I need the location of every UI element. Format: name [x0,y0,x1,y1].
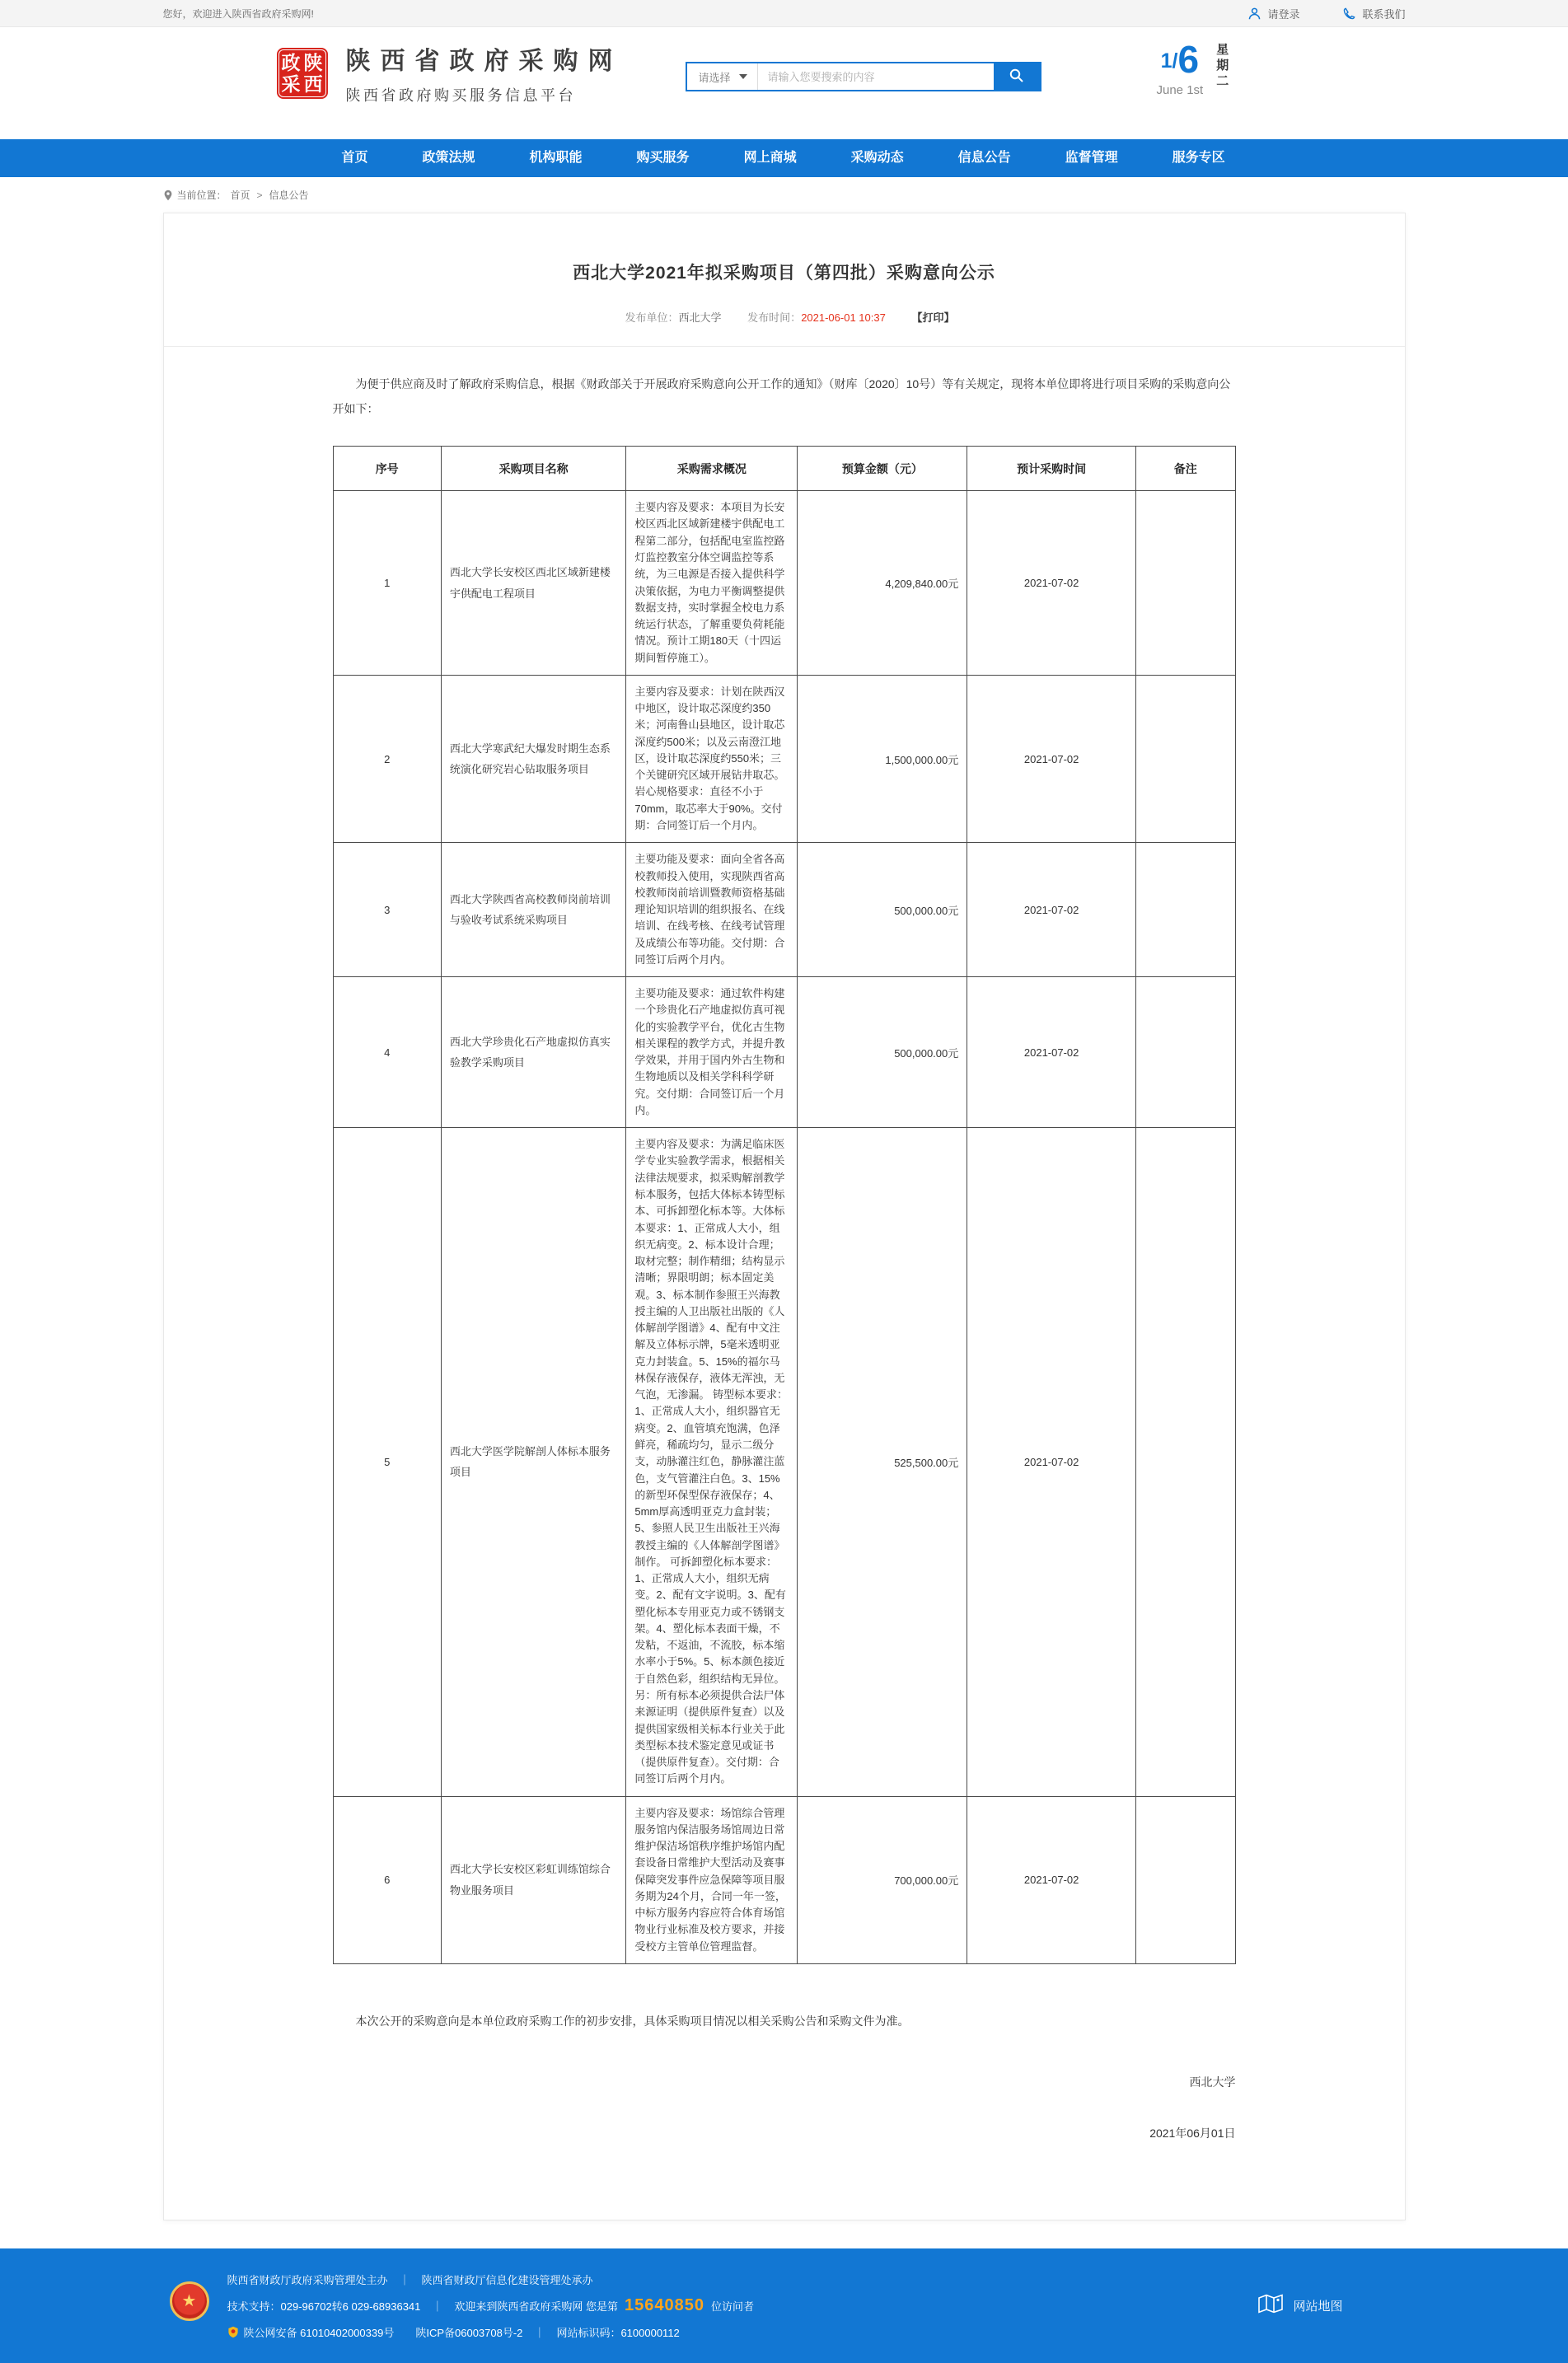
date-english: June 1st [1156,83,1204,97]
footer-separator: ｜ [534,2326,545,2339]
header-budget: 预算金额（元） [798,447,967,491]
table-row [333,843,1235,977]
cell-project-name: 西北大学寒武纪大爆发时期生态系统演化研究岩心钻取服务项目 [441,675,625,842]
cell-project-name: 西北大学长安校区西北区域新建楼宇供配电工程项目 [441,491,625,676]
search-icon [1009,68,1024,86]
cell-planned-time: 2021-07-02 [967,1796,1136,1963]
police-beian-link[interactable]: 陕公网安备 61010402000339号 [243,2326,395,2339]
cell-budget: 525,500.00元 [798,1128,967,1796]
nav-item-purchase-services[interactable]: 购买服务 [636,151,690,165]
cell-note [1136,843,1235,977]
nav-item-procurement-news[interactable]: 采购动态 [850,151,904,165]
tech-support-phones: 029-96702转6 029-68936341 [280,2300,421,2313]
site-logo-icon [277,48,328,99]
cell-note [1136,491,1235,676]
cell-planned-time: 2021-07-02 [967,977,1136,1128]
breadcrumb-label: 当前位置： [176,190,227,201]
visitor-prefix: 欢迎来到陕西省政府采购网 您是第 [454,2300,619,2313]
cell-budget: 500,000.00元 [798,977,967,1128]
footer-organizer: 陕西省财政厅政府采购管理处主办 [227,2273,388,2286]
cell-index: 6 [333,1796,441,1963]
publish-time-value: 2021-06-01 10:37 [801,311,886,324]
cell-note [1136,675,1235,842]
cell-project-name: 西北大学陕西省高校教师岗前培训与验收考试系统采购项目 [441,843,625,977]
breadcrumb [0,177,1568,213]
cell-index: 1 [333,491,441,676]
logo-char: 采 [281,73,301,95]
footer-undertaker: 陕西省财政厅信息化建设管理处承办 [421,2273,593,2286]
table-row [333,977,1235,1128]
cell-requirement-summary: 主要功能及要求：面向全省各高校教师投入使用，实现陕西省高校教师岗前培训暨教师资格基础理论知识培训的组织报名、在线培训、在线考核、在线考试管理及成绩公布等功能。交付期：合同签订后两个月内。 [626,843,798,977]
publisher-label: 发布单位： [625,311,679,324]
cell-index: 3 [333,843,441,977]
table-row [333,675,1235,842]
login-label: 请登录 [1267,8,1300,21]
breadcrumb-separator: > [256,189,263,201]
search-category-select[interactable] [687,63,758,90]
table-row [333,1128,1235,1796]
cell-planned-time: 2021-07-02 [967,1128,1136,1796]
topbar [0,0,1568,27]
location-pin-icon [163,190,173,201]
search-bar [686,62,1041,91]
page-title: 西北大学2021年拟采购项目（第四批）采购意向公示 [573,264,995,283]
search-button[interactable] [994,63,1040,90]
date-day: 1/ [1160,49,1178,73]
site-footer [0,2248,1568,2363]
footer-beian-line [227,2324,755,2340]
date-month: 6 [1177,38,1200,81]
cell-project-name: 西北大学长安校区彩虹训练馆综合物业服务项目 [441,1796,625,1963]
sitemap-label: 网站地图 [1293,2299,1343,2314]
table-header-row [333,447,1235,491]
cell-note [1136,977,1235,1128]
tech-support-label: 技术支持： [227,2300,281,2313]
cell-index: 5 [333,1128,441,1796]
footer-organizer-line [227,2272,755,2287]
site-title: 陕西省政府采购网 [345,48,623,75]
main-nav [0,139,1568,177]
nav-item-home[interactable]: 首页 [341,151,368,165]
caret-down-icon [739,74,747,79]
icp-beian-link[interactable]: 陕ICP备06003708号-2 [415,2326,523,2339]
phone-icon [1342,7,1356,21]
site-subtitle: 陕西省政府购买服务信息平台 [345,87,576,104]
contact-label: 联系我们 [1362,8,1406,21]
nav-item-online-mall[interactable]: 网上商城 [743,151,797,165]
welcome-greeting: 您好，欢迎进入陕西省政府采购网! [162,8,314,20]
government-emblem-icon: ★ [170,2281,209,2321]
publish-time-label: 发布时间： [747,311,802,324]
footer-support-line [227,2296,755,2315]
logo-char: 政 [281,51,301,73]
nav-item-service-zone[interactable]: 服务专区 [1172,151,1225,165]
article-meta [333,309,1236,325]
table-row [333,1796,1235,1963]
search-input[interactable] [758,63,994,90]
procurement-table [333,446,1236,1964]
signature-date: 2021年06月01日 [1149,2126,1236,2140]
breadcrumb-current: 信息公告 [269,190,309,201]
table-row [333,491,1235,676]
cell-requirement-summary: 主要内容及要求：为满足临床医学专业实验教学需求，根据相关法律法规要求，拟采购解剖教学标本服务，包括大体标本铸型标本、可拆卸塑化标本等。大体标本要求：1、正常成人大小，组织无病变。2、标本设计合理；取材完整；制作精细；结构显示清晰；界限明朗；标本固定美观。3、标本制作参照王兴海教授主编的人卫出版社出版的《人体解剖学图谱》4、配有中文注解及立体标示牌，5毫米透明亚克力封装盒。5、15%的福尔马林保存液保存，液体无浑浊，无气泡，无渗漏。 铸型标本要求：1、正常成人大小，组织器官无病变。2、血管填充饱满，色泽鲜亮，稀疏均匀，显示二级分支，动脉灌注红色，静脉灌注蓝色，支气管灌注白色。3、15%的新型环保型保存液保存；4、5mm厚高透明亚克力盒封装；5、参照人民卫生出版社王兴海教授主编的《人体解剖学图谱》制作。 可拆卸塑化标本要求：1、正常成人大小，组织无病变。2、配有文字说明。3、配有塑化标本专用亚克力或不锈钢支架。4、塑化标本表面干燥，不发粘，不返油，不流胶，标本缩水率小于5%。5、标本颜色接近于自然色彩，组织结构无异位。 另：所有标本必须提供合法尸体来源证明（提供原件复查）以及提供国家级相关标本行业关于此类型标本技术鉴定意见或证书（提供原件复查）。交付期：合同签订后两个月内。 [626,1128,798,1796]
cell-requirement-summary: 主要内容及要求：计划在陕西汉中地区，设计取芯深度约350米；河南鲁山县地区，设计取芯深度约500米；以及云南澄江地区，设计取芯深度约550米；三个关键研究区域开展钻井取芯。岩心规格要求：直径不小于70mm，取芯率大于90%。交付期：合同签订后一个月内。 [626,675,798,842]
cell-budget: 1,500,000.00元 [798,675,967,842]
nav-item-announcements[interactable]: 信息公告 [957,151,1011,165]
cell-budget: 700,000.00元 [798,1796,967,1963]
cell-requirement-summary: 主要功能及要求：通过软件构建一个珍贵化石产地虚拟仿真可视化的实验教学平台，优化古生物相关课程的教学方式，并提升教学效果，并用于国内外古生物和生物地质以及相关学科科学研究。交付期：合同签订后一个月内。 [626,977,798,1128]
logo-char: 西 [303,73,323,95]
nav-item-org-functions[interactable]: 机构职能 [529,151,583,165]
contact-link[interactable] [1342,6,1405,21]
sitemap-map-icon [1257,2291,1285,2320]
cell-budget: 500,000.00元 [798,843,967,977]
cell-planned-time: 2021-07-02 [967,491,1136,676]
footer-separator: ｜ [399,2273,410,2286]
closing-paragraph: 本次公开的采购意向是本单位政府采购工作的初步安排，具体采购项目情况以相关采购公告和采购文件为准。 [355,2014,910,2028]
user-icon [1247,7,1261,21]
header-planned-time: 预计采购时间 [967,447,1136,491]
site-logo-link[interactable] [277,40,623,105]
header-index: 序号 [333,447,441,491]
cell-project-name: 西北大学医学院解剖人体标本服务项目 [441,1128,625,1796]
date-weekday: 星期二 [1216,43,1229,88]
cell-note [1136,1796,1235,1963]
search-category-value: 请选择 [698,71,731,84]
cell-planned-time: 2021-07-02 [967,675,1136,842]
cell-requirement-summary: 主要内容及要求：场馆综合管理服务馆内保洁服务场馆周边日常维护保洁场馆秩序维护场馆内配套设备日常维护大型活动及赛事保障突发事件应急保障等项目服务期为24个月，合同一年一签，中标方服务内容应符合体育场馆物业行业标准及校方要求，并接受校方主管单位管理监督。 [626,1796,798,1963]
print-button[interactable]: 【打印】 [911,311,955,324]
header-note: 备注 [1136,447,1235,491]
cell-planned-time: 2021-07-02 [967,843,1136,977]
logo-char: 陕 [303,51,323,73]
intro-paragraph: 为便于供应商及时了解政府采购信息，根据《财政部关于开展政府采购意向公开工作的通知》（财库〔2020〕10号）等有关规定，现将本单位即将进行项目采购的采购意向公开如下： [332,377,1231,416]
meta-divider [164,346,1405,347]
cell-budget: 4,209,840.00元 [798,491,967,676]
sitemap-link[interactable] [1257,2291,1342,2320]
cell-index: 4 [333,977,441,1128]
cell-note [1136,1128,1235,1796]
cell-index: 2 [333,675,441,842]
breadcrumb-home-link[interactable]: 首页 [230,190,250,201]
site-code: 网站标识码：6100000112 [556,2326,680,2339]
footer-separator: ｜ [432,2300,443,2313]
visitor-count: 15640850 [625,2295,705,2314]
visitor-suffix: 位访问者 [711,2300,755,2313]
announcement-card [163,213,1406,2220]
cell-requirement-summary: 主要内容及要求：本项目为长安校区西北区域新建楼宇供配电工程第二部分，包括配电室监控路灯监控教室分体空调监控等系统，为三电源是否接入提供科学决策依据，为电力平衡调整提供数据支持，实时掌握全校电力系统运行状态，了解重要负荷耗能情况。预计工期180天（十四运期间暂停施工）。 [626,491,798,676]
site-header [0,27,1568,139]
cell-project-name: 西北大学珍贵化石产地虚拟仿真实验教学采购项目 [441,977,625,1128]
public-security-shield-icon [227,2326,239,2338]
nav-item-supervision[interactable]: 监督管理 [1065,151,1118,165]
header-requirement-summary: 采购需求概况 [626,447,798,491]
nav-item-policies[interactable]: 政策法规 [422,151,475,165]
header-project-name: 采购项目名称 [441,447,625,491]
date-widget [1157,37,1230,97]
login-link[interactable] [1247,6,1299,21]
publisher-value: 西北大学 [678,311,722,324]
signature: 西北大学 [1189,2075,1236,2089]
